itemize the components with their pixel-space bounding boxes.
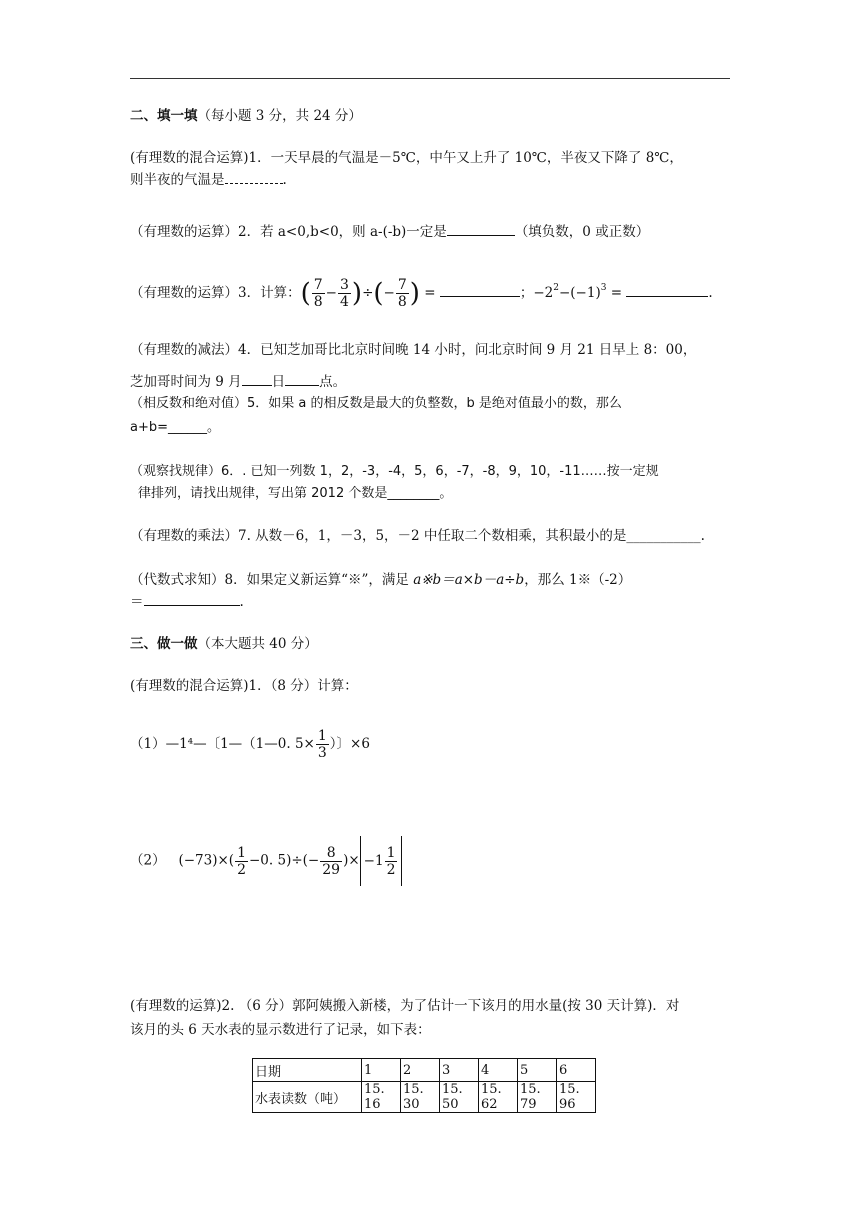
table-header-cell: 水表读数（吨）: [253, 1082, 362, 1113]
s2-q2: （有理数的运算）2．若 a<0,b<0，则 a-(-b)一定是 （填负数，0 或正数）: [130, 224, 650, 240]
table-cell: 15. 30: [401, 1082, 440, 1113]
section3-note: （本大题共 40 分）: [197, 636, 318, 652]
table-cell: 15. 16: [362, 1082, 401, 1113]
s2-q3: （有理数的运算）3．计算：( $\frac{7}{8}$ − $\frac{3}{4}$ )÷(− $\frac{7}{8}$ ) = ；$-2^2-(-1)^3$ = .: [130, 277, 713, 310]
s2-q8-line2: ＝ .: [130, 594, 244, 610]
answer-blank[interactable]: ______: [168, 420, 208, 435]
table-row: [253, 1082, 596, 1113]
s2-q6-line1: （观察找规律）6．. 已知一列数 1，2，-3，-4，5，6，-7，-8，9，10，-11……按一定规: [130, 464, 659, 479]
table-cell: 15. 79: [518, 1082, 557, 1113]
s2-q1-line1: (有理数的混合运算)1．一天早晨的气温是－5℃，中午又上升了 10℃，半夜又下降了 8℃，: [130, 150, 683, 166]
answer-blank[interactable]: [144, 592, 240, 606]
water-meter-table: [252, 1058, 596, 1113]
answer-blank[interactable]: [225, 170, 283, 184]
section2-note: （每小题 3 分，共 24 分）: [197, 108, 362, 124]
table-cell: 3: [440, 1059, 479, 1082]
answer-blank[interactable]: [285, 372, 319, 386]
answer-blank[interactable]: [447, 222, 515, 236]
s2-q1-line2: 则半夜的气温是 .: [130, 172, 287, 188]
s2-q4-line1: （有理数的减法）4．已知芝加哥比北京时间晚 14 小时，问北京时间 9 月 21 日早上 8：00，: [130, 342, 697, 358]
section3-heading: [130, 634, 730, 654]
table-cell: 2: [401, 1059, 440, 1082]
section3-title: 三、做一做: [130, 636, 198, 652]
absolute-value: −1 $\frac{1}{2}$: [360, 836, 403, 886]
answer-blank[interactable]: [440, 283, 520, 297]
fraction: $\frac{8}{29}$: [322, 844, 341, 878]
table-cell: 4: [479, 1059, 518, 1082]
fraction: $\frac{7}{8}$: [397, 277, 407, 310]
s2-q7: （有理数的乘法）7. 从数－6，1，－3，5，－2 中任取二个数相乘，其积最小的是___________.: [130, 528, 705, 544]
answer-blank[interactable]: [242, 372, 272, 386]
answer-blank[interactable]: ___________: [626, 528, 701, 544]
fraction: $\frac{3}{4}$: [339, 277, 349, 310]
answer-blank[interactable]: ________: [387, 486, 440, 501]
s3-q1-part2: （2） (−73)×( $\frac{1}{2}$ −0. 5)÷(− $\frac{8}{29}$ )× −1 $\frac{1}{2}$: [130, 836, 730, 886]
s3-q1-part1: （1）—1⁴—〔1—（1—0. 5× $\frac{1}{3}$ ）〕×6: [130, 728, 370, 761]
s2-q5-line2: a+b=______。: [130, 420, 221, 435]
s2-q8-line1: （代数式求知）8．如果定义新运算“※”，满足 a※b＝a×b－a÷b，那么 1※（-2）: [130, 572, 632, 588]
fraction: $\frac{7}{8}$: [313, 277, 323, 310]
section2-heading: [130, 106, 730, 126]
fraction: $\frac{1}{2}$: [237, 844, 246, 878]
s3-q2-line2: 该月的头 6 天水表的显示数进行了记录，如下表：: [130, 1022, 431, 1038]
fraction: $\frac{1}{3}$: [317, 728, 327, 761]
table-cell: 1: [362, 1059, 401, 1082]
answer-blank[interactable]: [626, 283, 708, 297]
s2-q5-line1: （相反数和绝对值）5．如果 a 的相反数是最大的负整数，b 是绝对值最小的数，那么: [130, 396, 622, 411]
table-cell: 5: [518, 1059, 557, 1082]
s2-q4-line2: 芝加哥时间为 9 月 日 点。: [130, 374, 347, 390]
table-header-cell: 日期: [253, 1059, 362, 1082]
table-cell: 15. 62: [479, 1082, 518, 1113]
table-cell: 6: [557, 1059, 596, 1082]
table-row: [253, 1059, 596, 1082]
s3-q1-head: (有理数的混合运算)1．（8 分）计算：: [130, 678, 358, 694]
s2-q6-line2: 律排列，请找出规律，写出第 2012 个数是________。: [138, 486, 453, 501]
s3-q2-line1: (有理数的运算)2. （6 分）郭阿姨搬入新楼，为了估计一下该月的用水量(按 30 天计算)．对: [130, 998, 680, 1014]
header-rule: [130, 78, 730, 79]
table-cell: 15. 50: [440, 1082, 479, 1113]
section2-title: 二、填一填: [130, 108, 198, 124]
table-cell: 15. 96: [557, 1082, 596, 1113]
